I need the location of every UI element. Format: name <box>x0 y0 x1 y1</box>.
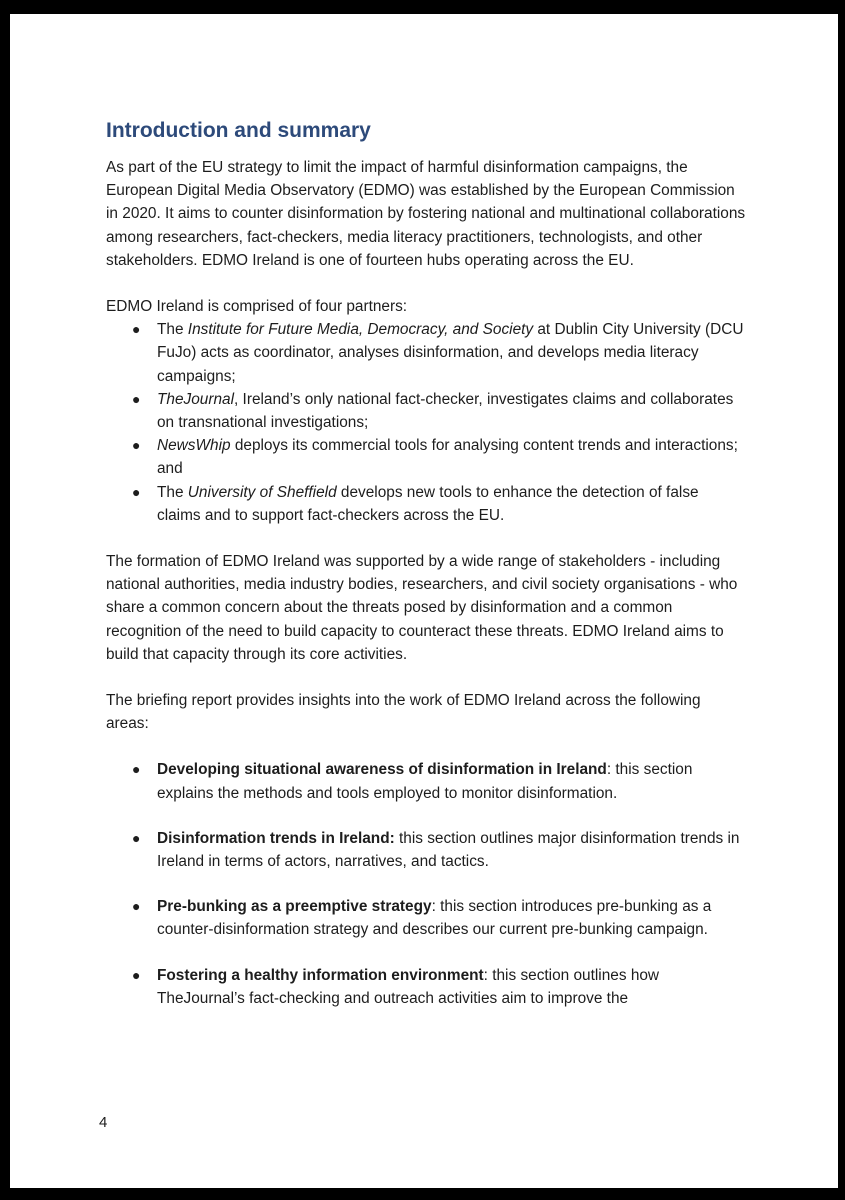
bullet-icon: ● <box>132 390 141 407</box>
areas-list <box>106 758 746 1010</box>
list-item: ● Disinformation trends in Ireland: this section outlines major disinformation trends in Ireland in terms of actors, narratives, and tactics. <box>106 827 746 873</box>
page-number: 4 <box>99 1114 108 1131</box>
bullet-icon: ● <box>132 437 141 454</box>
document-page <box>10 14 838 1188</box>
bullet-icon: ● <box>132 761 141 778</box>
section-heading: Introduction and summary <box>106 119 371 142</box>
list-item: ● Pre-bunking as a preemptive strategy: this section introduces pre-bunking as a counter-disinformation strategy and describes our current pre-bunking campaign. <box>106 895 746 941</box>
list-item: ● Fostering a healthy information environment: this section outlines how TheJournal’s fact-checking and outreach activities aim to improve the <box>106 964 746 1010</box>
bullet-icon: ● <box>132 829 141 846</box>
bullet-icon: ● <box>132 966 141 983</box>
list-item: ● The University of Sheffield develops new tools to enhance the detection of false claims and to support fact-checkers across the EU. <box>106 481 746 527</box>
partners-intro: EDMO Ireland is comprised of four partners: <box>106 298 408 316</box>
bullet-icon: ● <box>132 321 141 338</box>
list-item: ● NewsWhip deploys its commercial tools for analysing content trends and interactions; and <box>106 434 746 480</box>
list-item: ● Developing situational awareness of disinformation in Ireland: this section explains the methods and tools employed to monitor disinformation. <box>106 758 746 804</box>
briefing-paragraph: The briefing report provides insights into the work of EDMO Ireland across the following areas: <box>106 692 701 733</box>
bullet-icon: ● <box>132 483 141 500</box>
partners-list <box>106 318 746 527</box>
formation-paragraph: The formation of EDMO Ireland was supported by a wide range of stakeholders - including national authorities, media industry bodies, researchers, and civil society organisations - who share a common concern about the threats posed by disinformation and a common recognition of the need to build capacity to counteract these threats. EDMO Ireland aims to build that capacity through its core activities. <box>106 553 738 663</box>
list-item: ● The Institute for Future Media, Democracy, and Society at Dublin City University (DCU FuJo) acts as coordinator, analyses disinformation, and develops media literacy campaigns; <box>106 318 746 388</box>
page-content <box>106 118 746 1032</box>
intro-paragraph: As part of the EU strategy to limit the impact of harmful disinformation campaigns, the European Digital Media Observatory (EDMO) was established by the European Commission in 2020. It aims to counter disinformation by fostering national and multinational collaborations among researchers, fact-checkers, media literacy practitioners, technologists, and other stakeholders. EDMO Ireland is one of fourteen hubs operating across the EU. <box>106 159 746 269</box>
list-item: ● TheJournal, Ireland’s only national fact-checker, investigates claims and collaborates on transnational investigations; <box>106 388 746 434</box>
bullet-icon: ● <box>132 898 141 915</box>
